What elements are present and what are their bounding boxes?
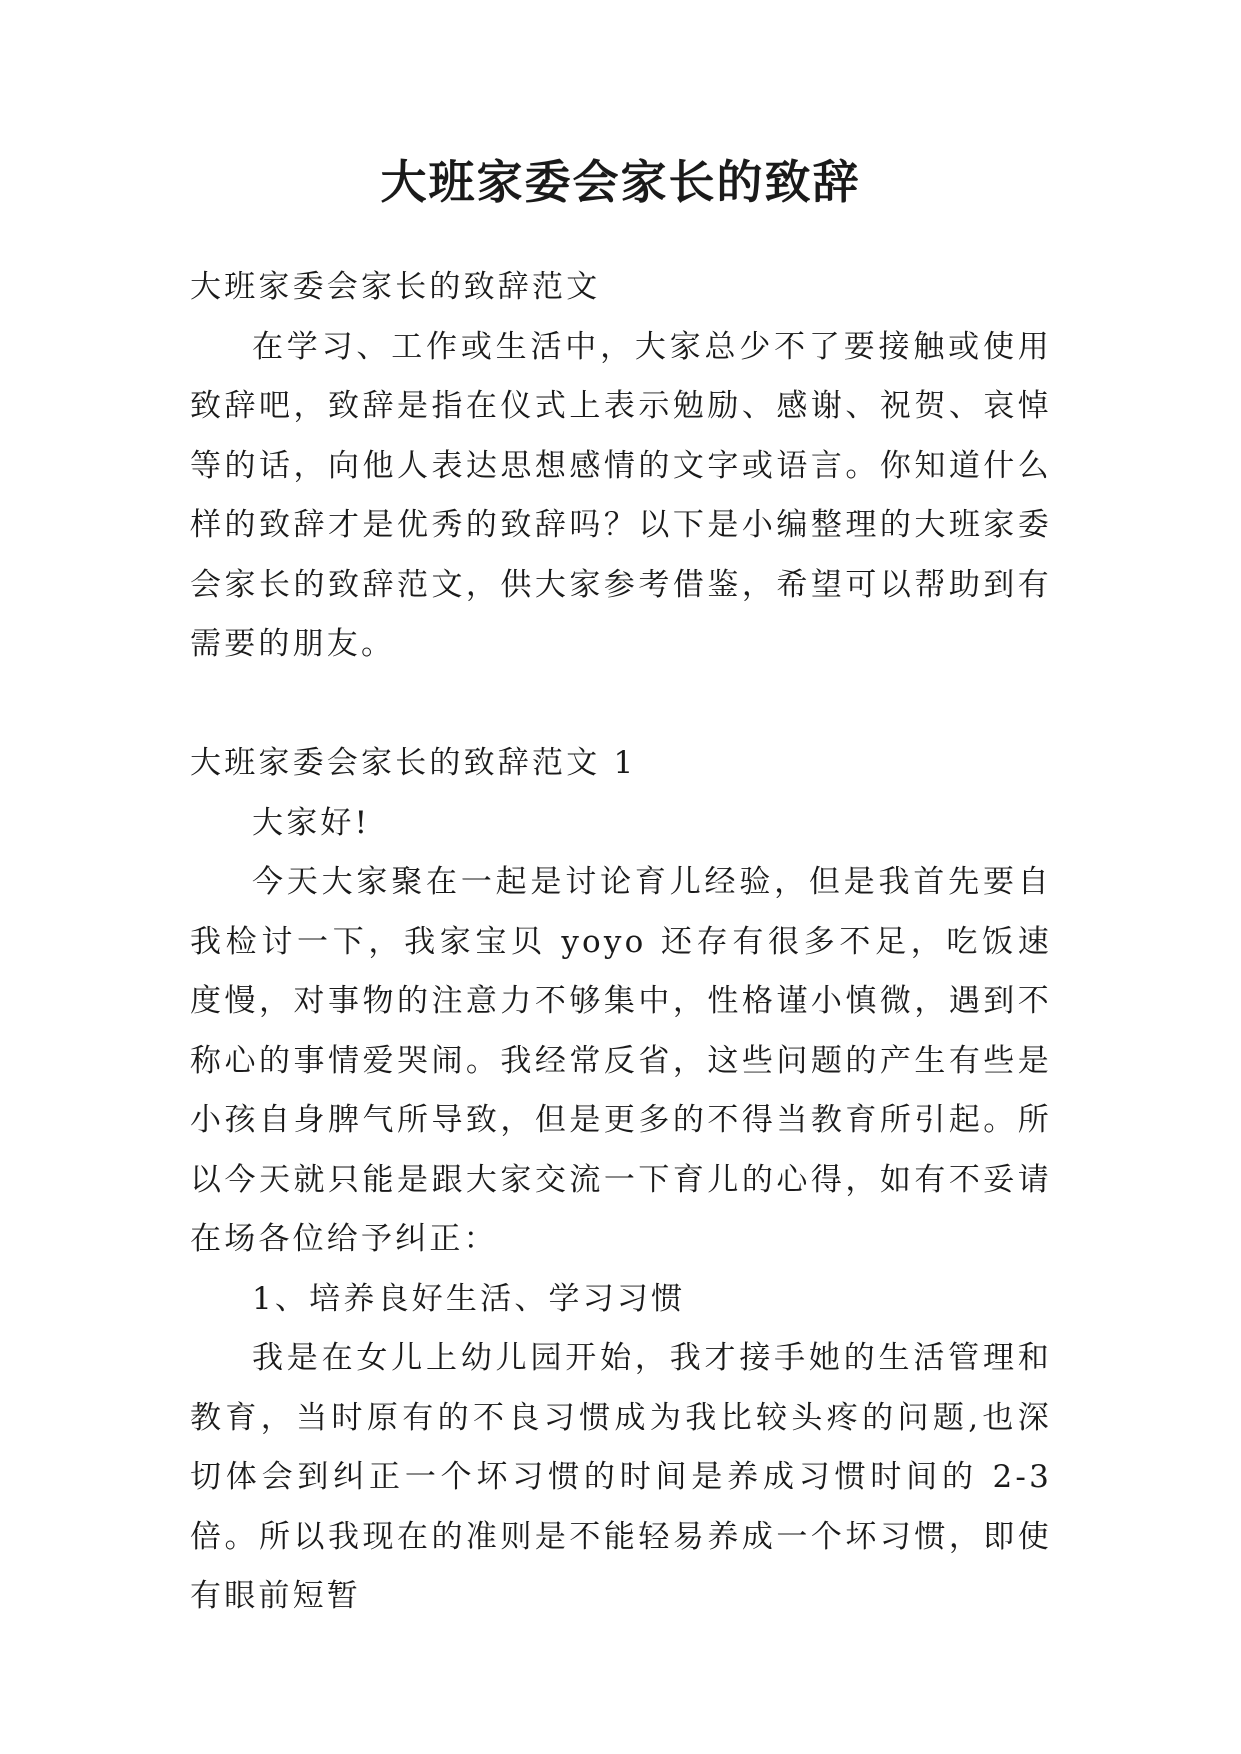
numbered-heading: 1、培养良好生活、学习习惯 xyxy=(252,1280,686,1317)
intro-heading: 大班家委会家长的致辞范文 xyxy=(190,269,601,305)
body-paragraph: 我是在女儿上幼儿园开始，我才接手她的生活管理和教育，当时原有的不良习惯成为我比较头疼的问题,也深切体会到纠正一个坏习惯的时间是养成习惯时间的 2-3 倍。所以我现在的准则是不能轻易养成一个坏习惯，即使有眼前短暂 xyxy=(190,1340,1052,1614)
body-paragraph: 今天大家聚在一起是讨论育儿经验，但是我首先要自我检讨一下，我家宝贝 yoyo 还存有很多不足，吃饭速度慢，对事物的注意力不够集中，性格谨小慎微，遇到不称心的事情爱哭闹。我经常反省，这些问题的产生有些是小孩自身脾气所导致，但是更多的不得当教育所引起。所以今天就只能是跟大家交流一下育儿的心得，如有不妥请在场各位给予纠正： xyxy=(190,864,1052,1257)
section-heading: 大班家委会家长的致辞范文 1 xyxy=(190,745,637,781)
greeting: 大家好! xyxy=(252,804,371,841)
document-title: 大班家委会家长的致辞 xyxy=(380,155,861,209)
document-body xyxy=(190,258,1052,1627)
intro-paragraph: 在学习、工作或生活中，大家总少不了要接触或使用致辞吧，致辞是指在仪式上表示勉励、感谢、祝贺、哀悼等的话，向他人表达思想感情的文字或语言。你知道什么样的致辞才是优秀的致辞吗？以下是小编整理的大班家委会家长的致辞范文，供大家参考借鉴，希望可以帮助到有需要的朋友。 xyxy=(190,328,1052,662)
